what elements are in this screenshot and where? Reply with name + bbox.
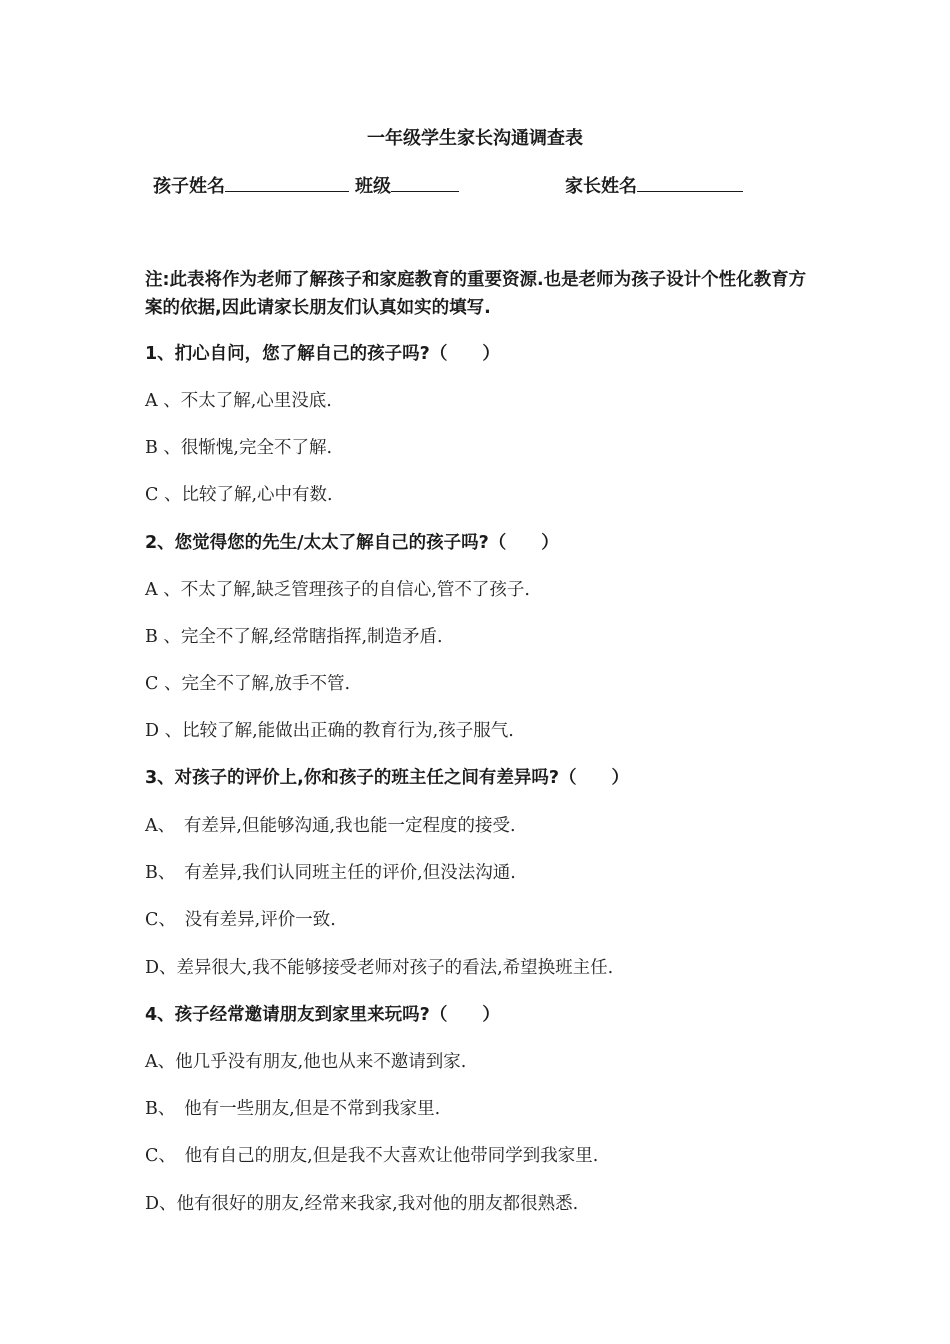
question-1-option-c: C 、比较了解,心中有数. xyxy=(145,485,333,505)
question-2: 2、您觉得您的先生/太太了解自己的孩子吗?（ ） xyxy=(145,533,559,553)
question-4-option-a: A、他几乎没有朋友,他也从来不邀请到家. xyxy=(145,1052,467,1072)
question-2-option-a: A 、不太了解,缺乏管理孩子的自信心,管不了孩子. xyxy=(145,580,530,600)
question-3: 3、对孩子的评价上,你和孩子的班主任之间有差异吗?（ ） xyxy=(145,768,629,788)
question-2-option-b: B 、完全不了解,经常瞎指挥,制造矛盾. xyxy=(145,627,443,647)
class-blank xyxy=(391,173,459,192)
question-4-option-d: D、他有很好的朋友,经常来我家,我对他的朋友都很熟悉. xyxy=(145,1194,579,1214)
question-3-option-c: C、 没有差异,评价一致. xyxy=(145,910,336,930)
instruction-note: 注:此表将作为老师了解孩子和家庭教育的重要资源.也是老师为孩子设计个性化教育方案的依据,因此请家长朋友们认真如实的填写. xyxy=(145,270,807,318)
question-1-option-a: A 、不太了解,心里没底. xyxy=(145,391,332,411)
parent-name-field xyxy=(565,172,743,198)
child-name-field xyxy=(153,172,349,198)
parent-name-blank xyxy=(637,173,743,192)
question-1-option-b: B 、很惭愧,完全不了解. xyxy=(145,438,333,458)
question-4-option-c: C、 他有自己的朋友,但是我不大喜欢让他带同学到我家里. xyxy=(145,1146,599,1166)
question-3-option-b: B、 有差异,我们认同班主任的评价,但没法沟通. xyxy=(145,863,516,883)
class-field xyxy=(355,172,459,198)
child-name-label: 孩子姓名 xyxy=(153,176,225,197)
question-3-option-d: D、差异很大,我不能够接受老师对孩子的看法,希望换班主任. xyxy=(145,958,614,978)
class-label: 班级 xyxy=(355,176,391,197)
question-3-option-a: A、 有差异,但能够沟通,我也能一定程度的接受. xyxy=(145,816,516,836)
question-2-option-d: D 、比较了解,能做出正确的教育行为,孩子服气. xyxy=(145,721,514,741)
question-1: 1、扪心自问，您了解自己的孩子吗?（ ） xyxy=(145,344,500,364)
document-title: 一年级学生家长沟通调查表 xyxy=(367,128,583,149)
question-2-option-c: C 、完全不了解,放手不管. xyxy=(145,674,351,694)
info-fields xyxy=(0,172,950,200)
child-name-blank xyxy=(225,173,349,192)
parent-name-label: 家长姓名 xyxy=(565,176,637,197)
question-4-option-b: B、 他有一些朋友,但是不常到我家里. xyxy=(145,1099,441,1119)
question-4: 4、孩子经常邀请朋友到家里来玩吗?（ ） xyxy=(145,1005,500,1025)
